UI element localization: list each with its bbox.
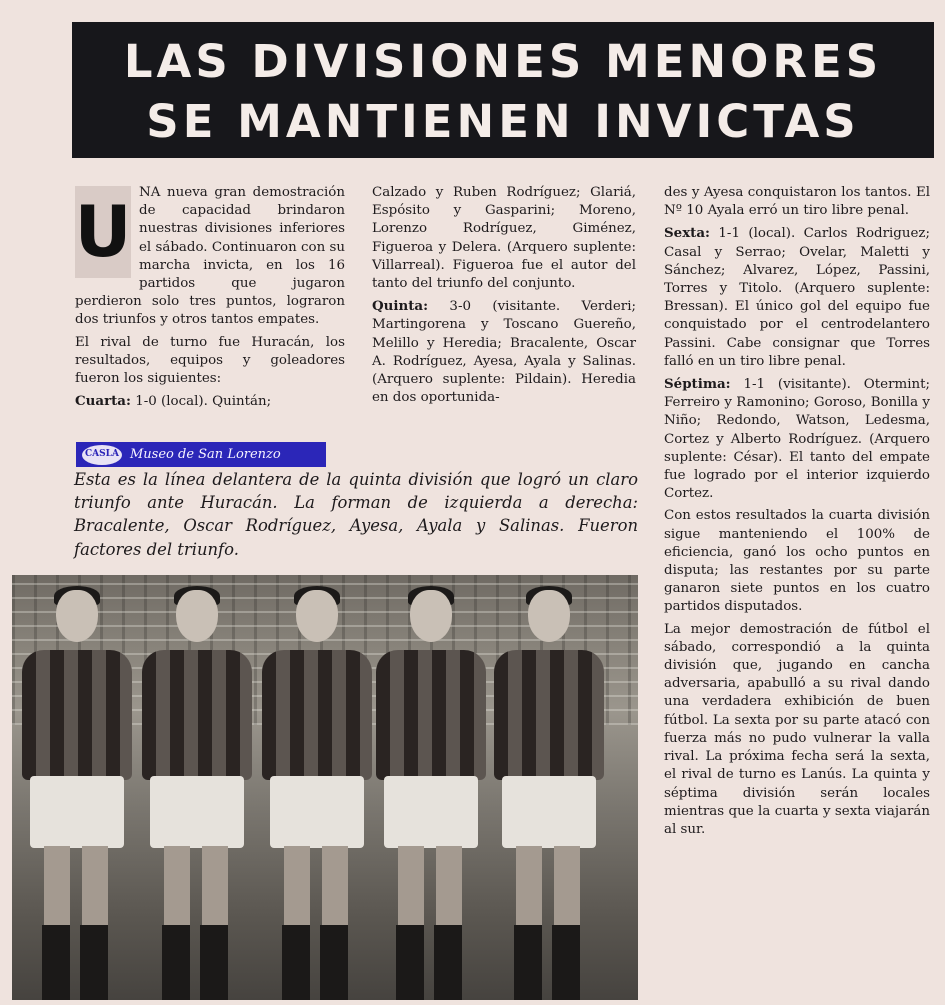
sexta-paragraph [664,224,930,371]
museum-watermark [76,442,326,467]
team-photo [12,575,638,1000]
player-figure [370,590,490,1000]
drop-cap: U [75,186,131,278]
septima-text: 1-1 (visitante). Otermint; Ferreiro y Ramonino; Goroso, Bonilla y Niño; Redondo, Watson, Ledesma, Cortez y Alberto Rodríguez. (Arquero suplente: César). El tanto del empate fue logrado por el interior izquierdo Cortez. [664,377,930,502]
player-figure [16,590,136,1000]
best-match-paragraph: La mejor demostración de fútbol el sábado, correspondió a la quinta división que, jugando en cancha adversaria, apabulló a su rival dando una verdadera exhibición de buen fútbol. La sexta por su parte atacó con fuerza más no pudo vulnerar la valla rival. La próxima fecha será la sexta, el rival de turno es Lanús. La quinta y séptima división serán locales mientras que la cuarta y sexta viajarán al sur. [664,621,930,837]
casla-logo: CASLA [82,445,122,465]
sexta-text: 1-1 (local). Carlos Rodriguez; Casal y Serrao; Ovelar, Maletti y Sánchez; Alvarez, López, Passini, Torres y Titolo. (Arquero suplente: Bressan). El único gol del equipo fue conquistado por el centrodelantero Passini. Cabe consignar que Torres falló en un tiro libre penal. [664,226,930,369]
cuarta-text: 1-0 (local). Quintán; [135,394,272,410]
headline-line-1: LAS DIVISIONES MENORES [123,35,883,88]
photo-caption: Esta es la línea delantera de la quinta división que logró un claro triunfo ante Huracán. La forman de izquierda a derecha: Bracalente, Oscar Rodríguez, Ayesa, Ayala y Salinas. Fueron factores del triunfo. [74,470,638,559]
headline [72,22,934,158]
cuarta-paragraph [75,392,345,411]
septima-label: Séptima: [664,376,731,393]
cuarta-label: Cuarta: [75,393,131,410]
rival-paragraph: El rival de turno fue Huracán, los resultados, equipos y goleadores fueron los siguientes: [75,334,345,387]
quinta-paragraph [372,297,636,407]
sexta-label: Sexta: [664,225,710,242]
results-paragraph: Con estos resultados la cuarta división sigue manteniendo el 100% de eficiencia, ganó los ocho puntos en disputa; las restantes por su parte ganaron siete puntos en los cuatro partidos disputados. [664,508,930,615]
headline-line-2: SE MANTIENEN INVICTAS [146,95,860,148]
article-column-3 [664,184,930,843]
article-column-2 [372,184,636,411]
player-figure [136,590,256,1000]
septima-paragraph [664,375,930,503]
museum-watermark-text: Museo de San Lorenzo [130,447,281,462]
player-figure [256,590,376,1000]
quinta-continued: des y Ayesa conquistaron los tantos. El Nº 10 Ayala erró un tiro libre penal. [664,185,930,219]
cuarta-continued: Calzado y Ruben Rodríguez; Glariá, Espósito y Gasparini; Moreno, Lorenzo Rodríguez, Giménez, Figueroa y Delera. (Arquero suplente: Villarreal). Figueroa fue el autor del tanto del triunfo del conjunto. [372,185,636,292]
article-column-1 [75,184,345,415]
quinta-label: Quinta: [372,298,429,315]
quinta-text: 3-0 (visitante. Verderi; Martingorena y Toscano Guereño, Melillo y Heredia; Bracalente, Oscar A. Rodríguez, Ayesa, Ayala y Salinas. (Arquero suplente: Pildain). Heredia en dos oportunida- [372,299,636,406]
intro-paragraph: NA nueva gran demostración de capacidad brindaron nuestras divisiones inferiores el sábado. Continuaron con su marcha invicta, en los 16 partidos que jugaron perdieron solo tres puntos, lograron dos triunfos y otros tantos empates. [75,185,345,328]
player-figure [488,590,608,1000]
